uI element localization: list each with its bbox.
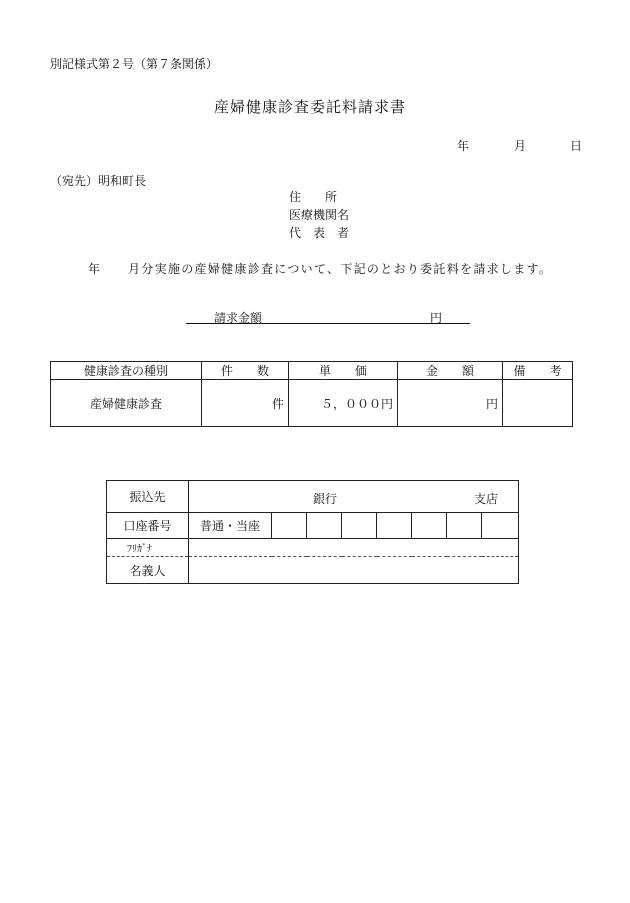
account-number-label: 口座番号 [107,513,189,539]
transfer-destination-cell [189,481,519,513]
bank-label: 銀行 [313,492,338,506]
header-cell-amount: 金 額 [398,362,503,380]
account-digit-cell [342,513,377,539]
account-digit-cell [307,513,342,539]
date-day-label: 日 [570,139,583,153]
account-holder-label: 名義人 [107,557,189,584]
cell-type: 産婦健康診査 [51,380,202,427]
claim-amount-label: 請求金額 [214,311,263,325]
account-digit-cell [272,513,307,539]
account-digit-cell [447,513,482,539]
bank-row-holder [107,557,519,584]
cell-amount-unit: 円 [398,380,503,427]
header-cell-note: 備 考 [503,362,573,380]
body-sentence: 月分実施の産婦健康診査について、下記のとおり委託料を請求します。 [128,262,553,276]
fee-table [50,361,573,427]
account-type: 普通・当座 [189,513,272,539]
claim-amount-line [186,307,470,324]
account-digit-cell [412,513,447,539]
bank-table [106,480,519,584]
bank-row-furigana [107,539,519,557]
fee-table-row [51,380,573,427]
date-month-label: 月 [514,139,527,153]
cell-count-unit: 件 [202,380,289,427]
account-digit-cell [482,513,519,539]
date-year-label: 年 [457,139,470,153]
furigana-label: ﾌﾘｶﾞﾅ [107,539,189,557]
header-cell-unit-price: 単 価 [289,362,398,380]
document-title: 産婦健康診査委託料請求書 [214,98,407,116]
institution-label: 医療機関名 [289,208,350,222]
cell-unit-price: ５，０００円 [289,380,398,427]
body-year-label: 年 [88,262,101,276]
header-cell-count: 件 数 [202,362,289,380]
header-cell-type: 健康診査の種別 [51,362,202,380]
address-label: 住 所 [289,190,338,204]
form-number: 別記様式第２号（第７条関係） [50,57,219,71]
transfer-label: 振込先 [107,481,189,513]
bank-row-account [107,513,519,539]
representative-label: 代 表 者 [289,226,350,240]
fee-table-header-row [51,362,573,380]
bank-row-transfer [107,481,519,513]
branch-label: 支店 [474,492,499,506]
account-holder-value-cell [189,557,519,584]
addressee: （宛先）明和町長 [50,174,147,188]
furigana-value-cell [189,539,519,557]
cell-note [503,380,573,427]
claim-amount-unit: 円 [430,311,443,325]
account-digit-cell [377,513,412,539]
